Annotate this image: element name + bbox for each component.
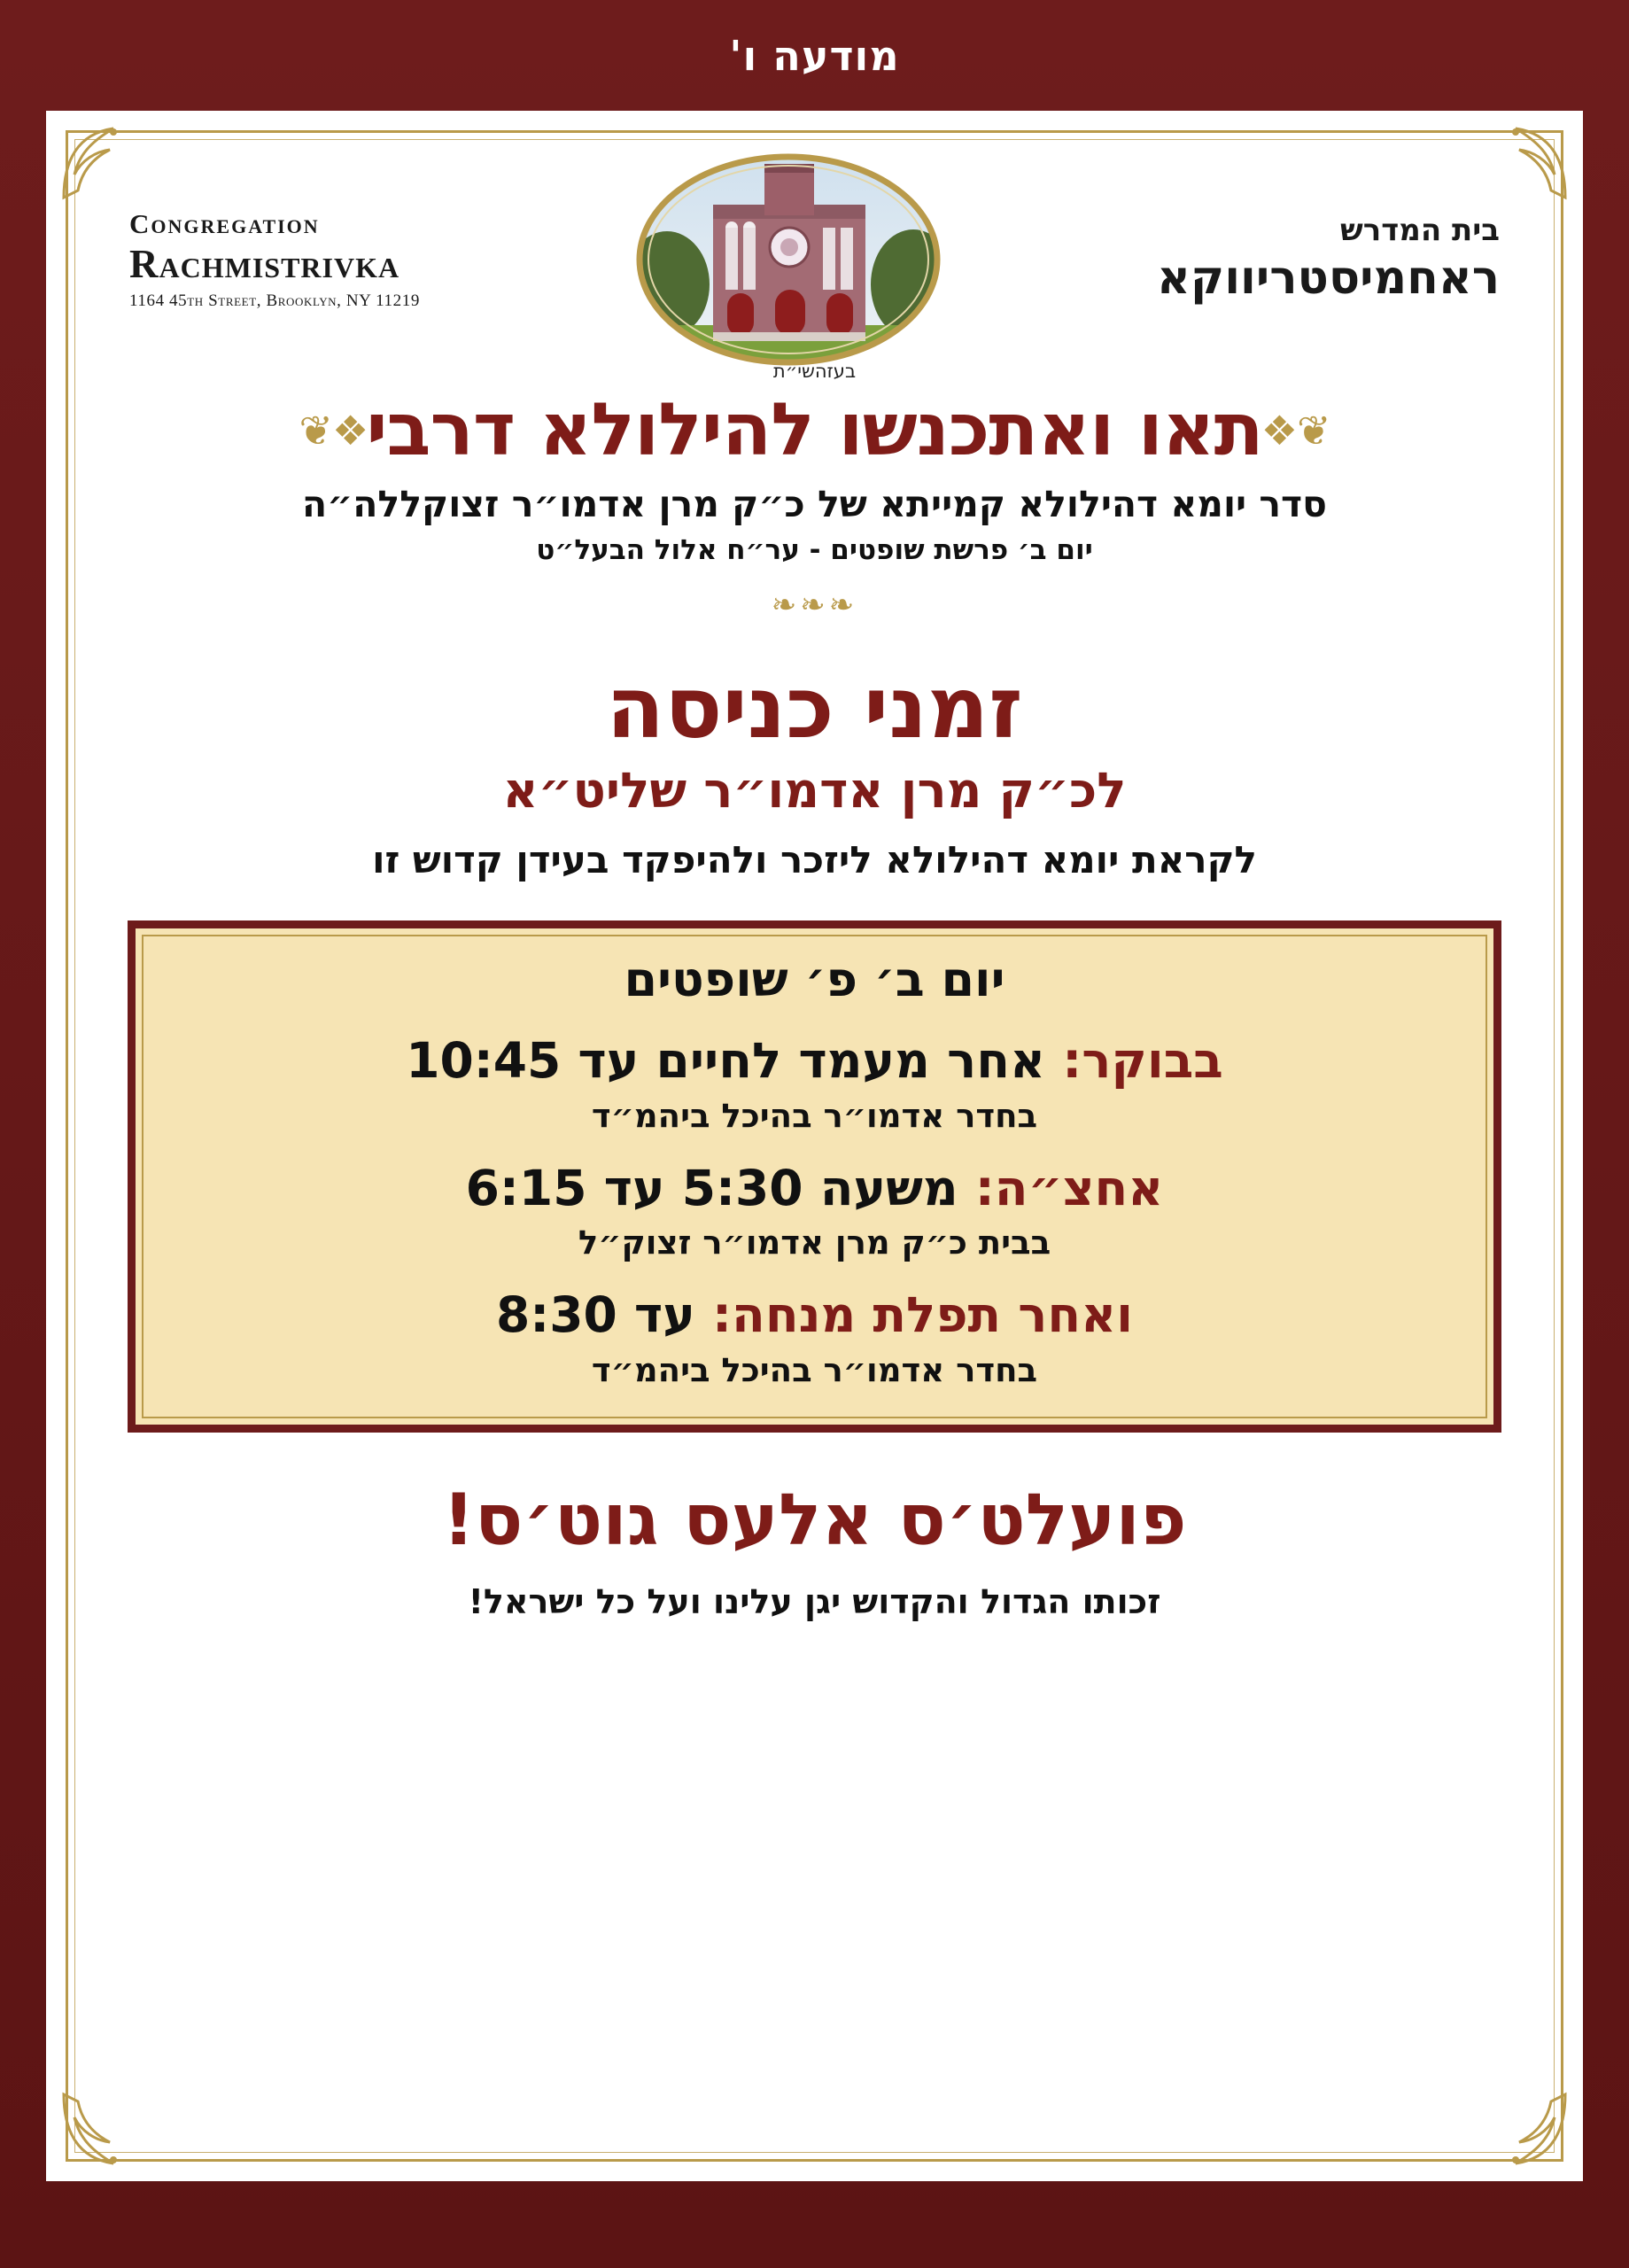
schedule-row-time: עד 8:30 — [495, 1286, 695, 1344]
footer-headline: פועלט׳ס אלעס גוט׳ס! — [442, 1479, 1187, 1562]
flourish-left-icon: ❖❦ — [299, 407, 368, 455]
schedule-row — [171, 1285, 1458, 1389]
schedule-row-label: אחצ״ה: — [974, 1159, 1164, 1216]
congregation-name-english — [129, 207, 420, 312]
headline-label: תאו ואתכנשו להילולא דרבי — [366, 388, 1263, 472]
schedule-row-time: אחר מעמד לחיים עד 10:45 — [406, 1031, 1046, 1089]
page-subtitle: לכ״ק מרן אדמו״ר שליט״א — [502, 761, 1127, 819]
schedule-row-location: בבית כ״ק מרן אדמו״ר זצוק״ל — [578, 1223, 1051, 1262]
schedule-row — [171, 1030, 1458, 1135]
divider-ornament-icon: ❧❧❧ — [771, 589, 858, 623]
headline-block — [96, 388, 1533, 472]
page-note: לקראת יומא דהילולא ליזכר ולהיפקד בעידן קדוש זו — [372, 837, 1257, 882]
header-hebrew-line2: ראחמיסטריווקא — [1157, 251, 1500, 305]
schedule-row-location: בחדר אדמו״ר בהיכל ביהמ״ד — [591, 1096, 1038, 1135]
header-english-congregation: Congregation — [129, 208, 320, 239]
bezhit-text: בעזהשי״ת — [772, 361, 857, 382]
header-english-name: Rachmistrivka — [129, 242, 400, 287]
footer-blessing: זכותו הגדול והקדוש יגן עלינו ועל כל ישראל! — [468, 1582, 1161, 1622]
synagogue-building-emblem — [632, 151, 946, 369]
page-title: זמני כניסה — [606, 658, 1023, 758]
poster-content — [96, 153, 1533, 2139]
schedule-row-main — [171, 1030, 1458, 1091]
notice-number-label: מודעה ו' — [729, 31, 900, 80]
schedule-row-time: משעה 5:30 עד 6:15 — [465, 1159, 958, 1216]
poster-header — [96, 153, 1533, 366]
headline-text — [299, 388, 1330, 472]
schedule-row-location: בחדר אדמו״ר בהיכל ביהמ״ד — [591, 1351, 1038, 1390]
schedule-panel — [128, 920, 1501, 1433]
congregation-name-hebrew — [1157, 212, 1500, 307]
top-banner — [0, 0, 1629, 111]
header-hebrew-line1: בית המדרש — [1339, 213, 1500, 249]
schedule-row-main — [171, 1285, 1458, 1346]
subtitle-line1: סדר יומא דהילולא קמייתא של כ״ק מרן אדמו״ר זצוקללה״ה — [301, 483, 1328, 526]
poster-sheet — [46, 111, 1583, 2181]
flourish-right-icon: ❦❖ — [1261, 407, 1330, 455]
schedule-row — [171, 1158, 1458, 1262]
schedule-row-label: בבוקר: — [1062, 1031, 1223, 1089]
schedule-row-main — [171, 1158, 1458, 1219]
schedule-day-header: יום ב׳ פ׳ שופטים — [624, 951, 1005, 1007]
subtitle-line2: יום ב׳ פרשת שופטים - ער״ח אלול הבעל״ט — [536, 534, 1093, 567]
header-english-address: 1164 45th Street, Brooklyn, NY 11219 — [129, 291, 420, 311]
schedule-row-label: ואחר תפלת מנחה: — [712, 1286, 1134, 1344]
